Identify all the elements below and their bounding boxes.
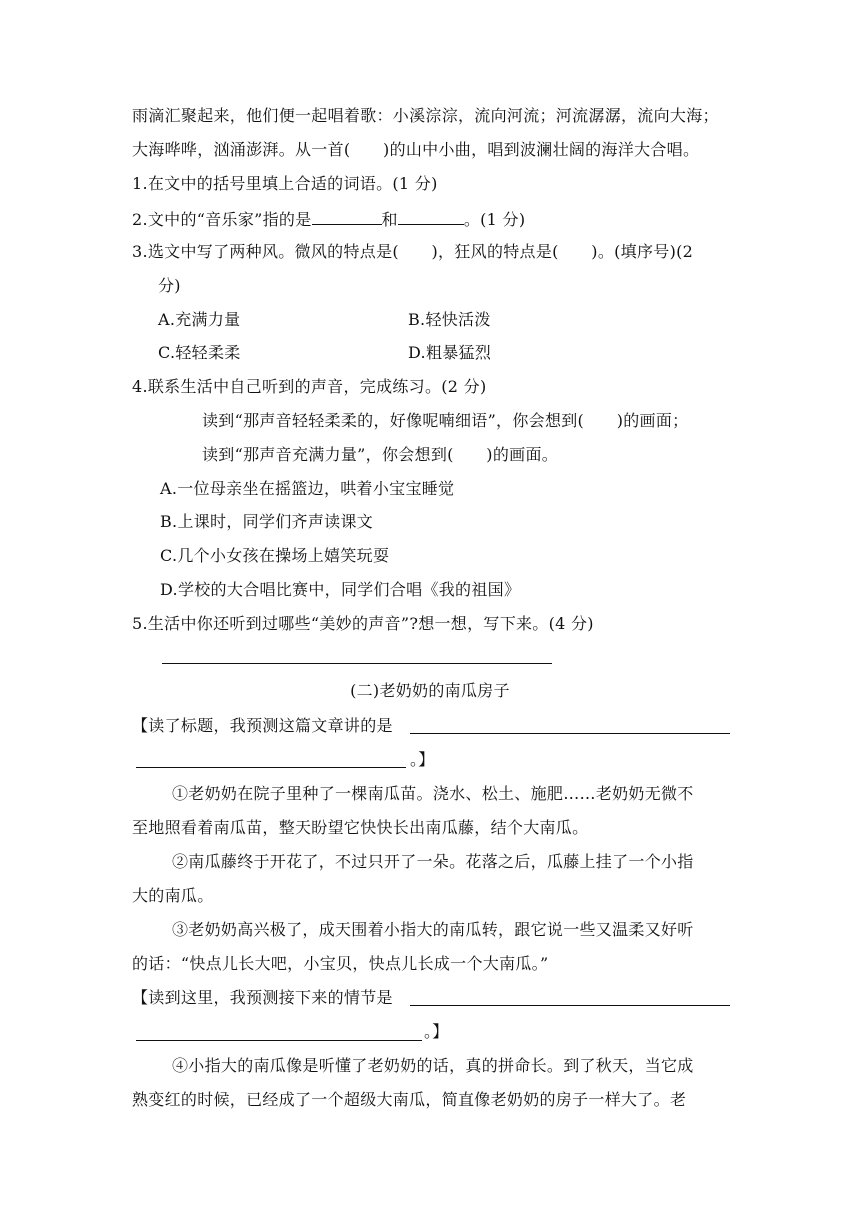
- paragraph-2-line-2: 大的南瓜。: [132, 886, 214, 905]
- answer-line-5[interactable]: [162, 663, 552, 664]
- question-4-read-1: 读到“那声音轻轻柔柔的，好像呢喃细语”，你会想到( )的画面；: [202, 411, 689, 430]
- question-2-prefix: 2.文中的“音乐家”指的是: [132, 210, 312, 229]
- option-4a: A.一位母亲坐在摇篮边，哄着小宝宝睡觉: [160, 479, 455, 498]
- question-5: 5.生活中你还听到过哪些“美妙的声音”?想一想，写下来。(4 分): [132, 614, 594, 633]
- question-3: 3.选文中写了两种风。微风的特点是( )，狂风的特点是( )。(填序号)(2: [132, 242, 694, 261]
- option-4b: B.上课时，同学们齐声读课文: [160, 512, 374, 531]
- predict-1-prefix: 【读了标题，我预测这篇文章讲的是: [132, 716, 393, 735]
- paragraph-1-line-1: ①老奶奶在院子里种了一棵南瓜苗。浇水、松土、施肥……老奶奶无微不: [172, 784, 694, 803]
- answer-blank-2a[interactable]: [312, 208, 382, 225]
- answer-blank-2b[interactable]: [398, 208, 464, 225]
- option-3b: B.轻快活泼: [408, 310, 491, 329]
- paragraph-3-line-1: ③老奶奶高兴极了，成天围着小指大的南瓜转，跟它说一些又温柔又好听: [172, 920, 694, 939]
- predict-2-answer-line-a[interactable]: [410, 1005, 730, 1006]
- question-3-cont: 分): [158, 276, 181, 295]
- question-4: 4.联系生活中自己听到的声音，完成练习。(2 分): [132, 377, 487, 396]
- predict-2-suffix: 。】: [424, 1022, 449, 1041]
- paragraph-4-line-1: ④小指大的南瓜像是听懂了老奶奶的话，真的拼命长。到了秋天，当它成: [172, 1056, 694, 1075]
- option-4c: C.几个小女孩在操场上嬉笑玩耍: [160, 546, 390, 565]
- predict-1-suffix: 。】: [410, 750, 435, 769]
- passage-line-1: 雨滴汇聚起来，他们便一起唱着歌：小溪淙淙，流向河流；河流潺潺，流向大海；: [132, 106, 719, 125]
- question-2-suffix: 。(1 分): [463, 210, 526, 229]
- paragraph-1-line-2: 至地照看着南瓜苗，整天盼望它快快长出南瓜藤，结个大南瓜。: [132, 818, 589, 837]
- paragraph-4-line-2: 熟变红的时候，已经成了一个超级大南瓜，简直像老奶奶的房子一样大了。老: [132, 1090, 687, 1109]
- paragraph-2-line-1: ②南瓜藤终于开花了，不过只开了一朵。花落之后，瓜藤上挂了一个小指: [172, 852, 694, 871]
- option-3a: A.充满力量: [158, 310, 241, 329]
- predict-1-answer-line-b[interactable]: [136, 767, 406, 768]
- question-1: 1.在文中的括号里填上合适的词语。(1 分): [132, 174, 438, 193]
- paragraph-3-line-2: 的话：“快点儿长大吧，小宝贝，快点儿长成一个大南瓜。”: [132, 954, 549, 973]
- section-2-title: (二)老奶奶的南瓜房子: [350, 681, 510, 700]
- question-2-middle: 和: [381, 210, 398, 229]
- predict-2-answer-line-b[interactable]: [136, 1040, 422, 1041]
- question-4-read-2: 读到“那声音充满力量”，你会想到( )的画面。: [202, 445, 559, 464]
- predict-2-prefix: 【读到这里，我预测接下来的情节是: [132, 988, 393, 1007]
- option-4d: D.学校的大合唱比赛中，同学们合唱《我的祖国》: [160, 580, 521, 599]
- question-2: [132, 208, 525, 230]
- passage-line-2: 大海哗哗，汹涌澎湃。从一首( )的山中小曲，唱到波澜壮阔的海洋大合唱。: [132, 140, 700, 159]
- option-3d: D.粗暴猛烈: [408, 343, 492, 362]
- option-3c: C.轻轻柔柔: [158, 343, 241, 362]
- predict-1-answer-line-a[interactable]: [410, 733, 730, 734]
